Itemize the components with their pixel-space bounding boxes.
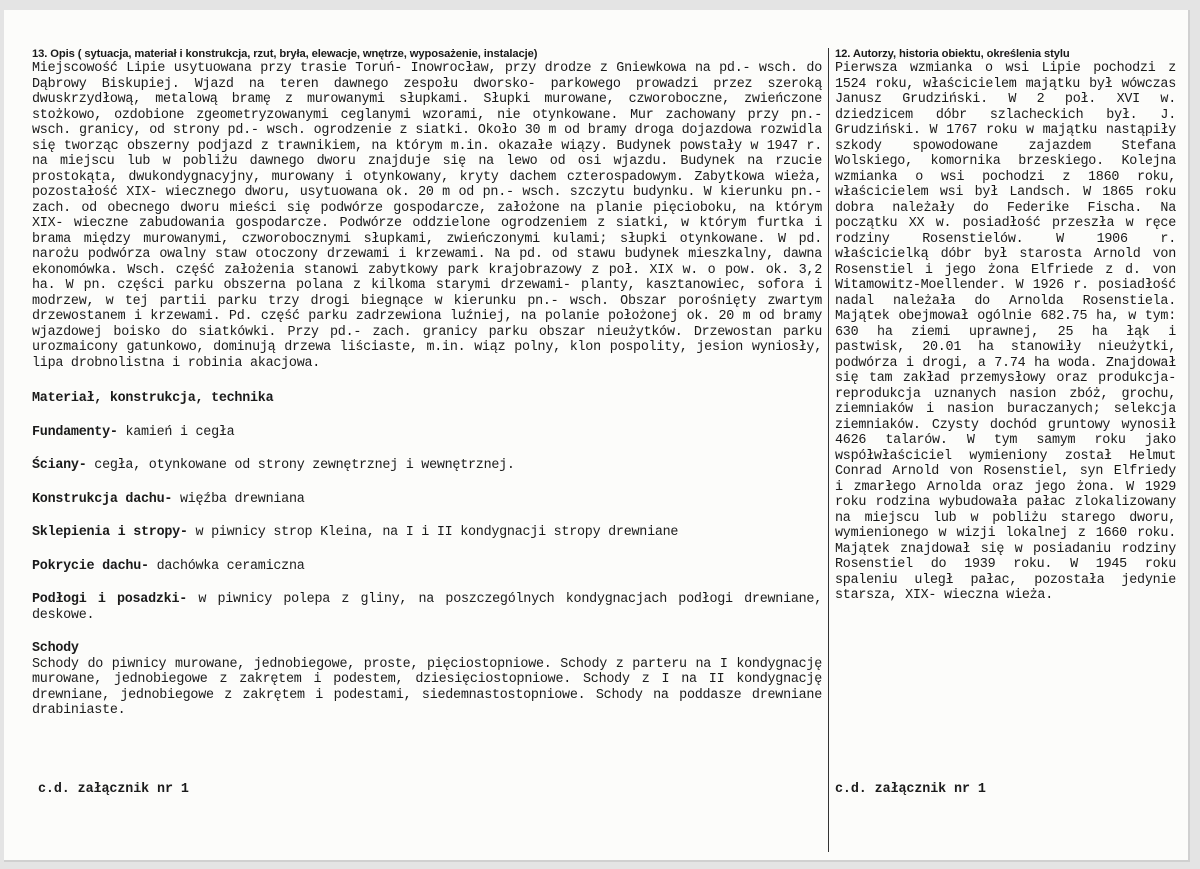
item-roofing [32,559,822,575]
material-heading: Materiał, konstrukcja, technika [32,391,274,406]
item-key: Podłogi i posadzki- [32,592,188,607]
left-footer-attachment: c.d. załącznik nr 1 [38,782,189,797]
item-floors [32,592,822,623]
description-column [32,48,822,852]
section-12-heading: 12. Autorzy, historia obiektu, określenia stylu [835,48,1070,60]
site-description: Miejscowość Lipie usytuowana przy trasie Toruń- Inowrocław, przy drodze z Gniewkowa na pd.- wsch. do Dąbrowy Biskupiej. Wjazd na teren dawnego zespołu dworsko- parkowego prowadzi przez szeroką dwuskrzydłową, metalową bramę z murowanymi słupkami. Słupki murowane, czworoboczne, zwieńczone stożkowo, ozdobione zgeometryzowanymi ceglanymi wzorami, nie otynkowane. Mur zachowany przy pn.- wsch. granicy, od strony pd.- wsch. ogrodzenie z siatki. Około 30 m od bramy droga dojazdowa rozwidla się tworząc obszerny podjazd z trawnikiem, na którym m.in. okazałe wiązy. Budynek powstały w 1947 r. na miejscu lub w pobliżu dawnego dworu znajduje się na lewo od osi wjazdu. Budynek na rzucie prostokąta, dwukondygnacyjny, murowany i otynkowany, kryty dachem czterospadowym. Zabytkowa wieża, pozostałość XIX- wiecznego dworu, usytuowana ok. 20 m od pn.- wsch. szczytu budynku. W kierunku pn.- zach. od obecnego dworu mieści się podwórze gospodarcze, założone na planie pięcioboku, na którym XIX- wieczne zabudowania gospodarcze. Podwórze oddzielone ogrodzeniem z siatki, w którym furtka i brama między murowanymi, czworobocznymi słupkami, zwieńczonymi kulami; słupki otynkowane. W pd. narożu podwórza owalny staw otoczony drzewami i krzewami. Na pd. od stawu budynek mieszkalny, dawna ekonomówka. Wsch. część założenia stanowi zabytkowy park krajobrazowy z poł. XIX w. o pow. ok. 3,2 ha. W pn. części parku obszerna polana z kilkoma starymi drzewami- planty, kasztanowiec, sofora i modrzew, w tej partii parku trzy drogi biegnące w kierunku pn.- wsch. Obszar porośnięty zwartym drzewostanem i krzewami. Pd. część parku zadrzewiona luźniej, na polanie położonej ok. 20 m od bramy wjazdowej boisko do siatkówki. Przy pd.- zach. granicy parku obszar nieużytków. Drzewostan parku urozmaicony gatunkowo, dominują drzewa liściaste, m.in. wiąz polny, klon pospolity, jesion wyniosły, lipa drobnolistna i robinia akacjowa. [32,61,822,371]
item-value: cegła, otynkowane od strony zewnętrznej i wewnętrznej. [86,458,515,473]
history-text: Pierwsza wzmianka o wsi Lipie pochodzi z 1524 roku, właścicielem majątku był wówczas Janusz Grudziński. W 2 poł. XVI w. dziedzicem dóbr szlacheckich był. J. Grudziński. W 1767 roku w majątku nastąpiły szkody spowodowane zajazdem Stefana Wolskiego, komornika brzeskiego. Kolejna wzmianka o wsi pochodzi z 1860 roku, właścicielem wsi był Landsch. W 1865 roku dobra należały do Federike Fischa. Na początku XX w. posiadłość przeszła w ręce rodziny Rosenstielów. W 1906 r. właścicielką dóbr był starosta Arnold von Rosenstiel i jego żona Elfriede z d. von Witamowitz-Moellender. W 1926 r. posiadłość nadal należała do Arnolda Rosenstiela. Majątek obejmował ogólnie 682.75 ha, w tym: 630 ha ziemi uprawnej, 25 ha łąk i pastwisk, 20.01 ha stanowiły nieużytki, podwórza i drogi, a 7.74 ha woda. Znajdował się tam zakład przemysłowy oraz produkcja- reprodukcja uznanych nasion zbóż, grochu, ziemniaków i nasion buraczanych; selekcja ziemniaków. Czysty dochód gruntowy wynosił 4626 talarów. W tym samym roku jako współwłaściciel wymieniony został Helmut Conrad Arnold von Rosenstiel, syn Elfriedy i zmarłego Arnolda oraz jego żona. W 1929 roku rodzina wybudowała pałac zlokalizowany na miejscu lub w pobliżu starego dworu, wymienionego w wizji lokalnej z 1660 roku. Majątek znajdował się w posiadaniu rodziny Rosenstiel do 1939 roku. W 1945 roku spaleniu uległ pałac, pozostała jedynie starsza, XIX- wieczna wieża. [835,61,1176,603]
item-value: dachówka ceramiczna [148,558,305,574]
item-foundations [32,425,822,441]
document-sheet [4,10,1190,862]
history-column [828,48,1176,852]
stairs-description: Schody do piwnicy murowane, jednobiegowe, proste, pięciostopniowe. Schody z parteru na I kondygnację murowane, jednobiegowe z zakrętem i podestem, dziesięciostopniowe. Schody z I na II kondygnację drewniane, jednobiegowe z zakrętem i podestami, siedemnastostopniowe. Schody na poddasze drewniane drabiniaste. [32,656,822,718]
item-key: Konstrukcja dachu- [32,491,173,507]
item-value: kamień i cegła [117,424,235,440]
item-key: Pokrycie dachu- [32,558,149,574]
item-key: Sklepienia i stropy- [32,525,188,540]
item-value: więźba drewniana [172,491,305,507]
item-key: Ściany- [32,458,87,473]
item-key: Fundamenty- [32,424,118,440]
item-vaults-ceilings [32,525,822,541]
stairs-heading: Schody [32,641,79,656]
item-value: w piwnicy polepa z gliny, na poszczególnych kondygnacjach podłogi drewniane, deskowe. [32,592,822,623]
item-value: w piwnicy strop Kleina, na I i II kondygnacji stropy drewniane [187,525,679,540]
item-roof-structure [32,492,822,508]
section-13-heading: 13. Opis ( sytuacja, materiał i konstrukcja, rzut, bryła, elewacje, wnętrze, wyposażenie, instalacje) [32,48,538,60]
item-walls [32,458,822,474]
right-footer-attachment: c.d. załącznik nr 1 [835,782,986,797]
